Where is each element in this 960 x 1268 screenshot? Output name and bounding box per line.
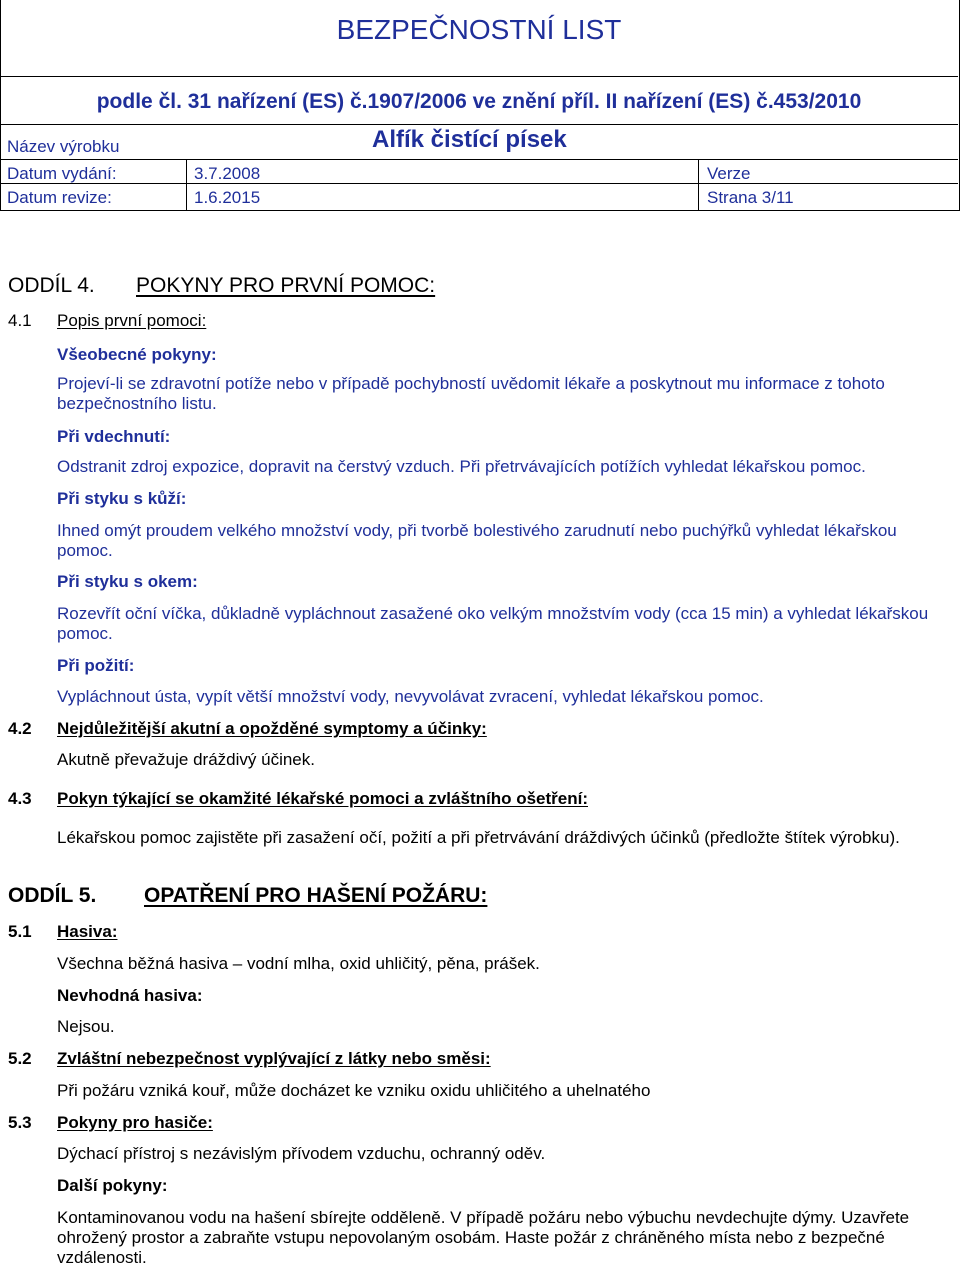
subsection-5-1-heading — [8, 922, 117, 942]
inhalation-label: Při vdechnutí: — [57, 427, 171, 446]
product-name: Alfík čistící písek — [372, 126, 567, 153]
other-instructions-label: Další pokyny: — [57, 1176, 168, 1195]
section-5-number: ODDÍL 5. — [8, 884, 97, 907]
general-instructions-label: Všeobecné pokyny: — [57, 345, 217, 364]
subsection-title: Pokyn týkající se okamžité lékařské pomoci a zvláštního ošetření: — [57, 789, 588, 808]
subsection-number: 5.3 — [8, 1113, 32, 1132]
header-cell-border — [186, 159, 187, 210]
section-4-title: POKYNY PRO PRVNÍ POMOC: — [136, 274, 436, 297]
skin-contact-text: Ihned omýt proudem velkého množství vody, při tvorbě bolestivého zarudnutí nebo puchýřků vyhledat lékařskou pomoc. — [57, 521, 897, 560]
unsuitable-media-label: Nevhodná hasiva: — [57, 986, 203, 1005]
other-instructions-text: Kontaminovanou vodu na hašení sbírejte odděleně. V případě požáru nebo výbuchu nevdechujte dýmy. Uzavřete ohrožený prostor a zabraňte vstupu nepovolaným osobám. Haste požár z chráněného místa nebo z bezpečné vzdálenosti. — [57, 1208, 910, 1267]
revision-date: 1.6.2015 — [194, 188, 261, 207]
subsection-title: Hasiva: — [57, 922, 118, 941]
header-divider — [0, 124, 958, 125]
regulation-line: podle čl. 31 nařízení (ES) č.1907/2006 ve znění příl. II nařízení (ES) č.453/2010 — [96, 90, 862, 113]
subsection-title: Zvláštní nebezpečnost vyplývající z látky nebo směsi: — [57, 1049, 491, 1068]
unsuitable-media-text: Nejsou. — [57, 1017, 115, 1036]
subsection-number: 5.2 — [8, 1049, 32, 1068]
issue-date-label: Datum vydání: — [7, 164, 117, 183]
general-instructions-text: Projeví-li se zdravotní potíže nebo v případě pochybností uvědomit lékaře a poskytnout mu informace z tohoto bezpečnostního listu. — [57, 374, 885, 413]
extinguishing-media-text: Všechna běžná hasiva – vodní mlha, oxid uhličitý, pěna, prášek. — [57, 954, 540, 973]
skin-contact-label: Při styku s kůží: — [57, 489, 187, 508]
header-divider — [0, 183, 958, 184]
page-number: Strana 3/11 — [707, 188, 794, 207]
section-4-number: ODDÍL 4. — [8, 274, 95, 297]
eye-contact-text: Rozevřít oční víčka, důkladně vypláchnout zasažené oko velkým množstvím vody (cca 15 min) a vyhledat lékařskou pomoc. — [57, 604, 929, 643]
subsection-number: 4.1 — [8, 311, 32, 330]
subsection-4-3-heading — [8, 789, 588, 809]
subsection-5-2-heading — [8, 1049, 491, 1069]
revision-date-label: Datum revize: — [7, 188, 112, 207]
issue-date: 3.7.2008 — [194, 164, 261, 183]
medical-attention-text: Lékařskou pomoc zajistěte při zasažení očí, požití a při přetrvávání dráždivých účinků (předložte štítek výrobku). — [57, 828, 900, 847]
version-label: Verze — [707, 164, 751, 183]
subsection-5-3-heading — [8, 1113, 213, 1133]
section-5-heading — [8, 884, 487, 908]
product-label: Název výrobku — [7, 137, 120, 156]
special-hazards-text: Při požáru vzniká kouř, může docházet ke vzniku oxidu uhličitého a uhelnatého — [57, 1081, 651, 1100]
subsection-number: 5.1 — [8, 922, 32, 941]
header-divider — [0, 159, 958, 160]
inhalation-text: Odstranit zdroj expozice, dopravit na čerstvý vzduch. Při přetrvávajících potížích vyhledat lékařskou pomoc. — [57, 457, 866, 476]
section-5-title: OPATŘENÍ PRO HAŠENÍ POŽÁRU: — [144, 884, 488, 907]
subsection-number: 4.3 — [8, 789, 32, 808]
symptoms-text: Akutně převažuje dráždivý účinek. — [57, 750, 315, 769]
subsection-title: Pokyny pro hasiče: — [57, 1113, 213, 1132]
subsection-4-1-heading — [8, 311, 206, 331]
header-divider — [0, 76, 958, 77]
eye-contact-label: Při styku s okem: — [57, 572, 198, 591]
ingestion-label: Při požití: — [57, 656, 135, 675]
subsection-number: 4.2 — [8, 719, 32, 738]
subsection-title: Nejdůležitější akutní a opožděné symptomy a účinky: — [57, 719, 487, 738]
firefighter-advice-text: Dýchací přístroj s nezávislým přívodem vzduchu, ochranný oděv. — [57, 1144, 546, 1163]
ingestion-text: Vypláchnout ústa, vypít větší množství vody, nevyvolávat zvracení, vyhledat lékařskou pomoc. — [57, 687, 764, 706]
document-title: BEZPEČNOSTNÍ LIST — [336, 14, 622, 45]
header-cell-border — [698, 159, 699, 210]
subsection-title: Popis první pomoci: — [57, 311, 207, 330]
section-4-heading — [8, 274, 435, 298]
subsection-4-2-heading — [8, 719, 487, 739]
